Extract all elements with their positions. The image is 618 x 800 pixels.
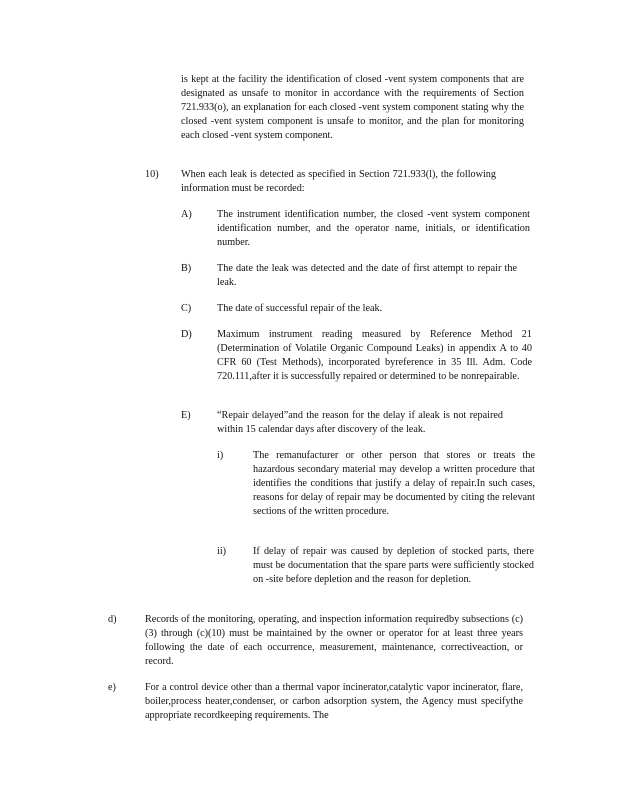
item-i-paragraph: The remanufacturer or other person that stores or treats the hazardous secondary material may develop a written procedure that identifies the conditions that justify a delay of repair.In such cases, reasons for delay of repair may be documented by citing the relevant sections of the written procedure. [253,450,535,517]
item-10-paragraph: When each leak is detected as specified in Section 721.933(l), the following information must be recorded: [181,169,496,194]
item-10-label: 10) [145,169,159,180]
item-d-subsection-label: d) [108,614,117,625]
item-e-subsection-label: e) [108,682,116,693]
item-ii-label: ii) [217,546,227,557]
item-b-paragraph: The date the leak was detected and the date of first attempt to repair the leak. [217,263,517,288]
item-ii-paragraph: If delay of repair was caused by depletion of stocked parts, there must be documentation that the spare parts were sufficiently stocked on -site before depletion and the reason for depletion. [253,546,534,585]
item-a-label: A) [181,209,192,220]
intro-paragraph: is kept at the facility the identification of closed -vent system components that are designated as unsafe to monitor in accordance with the requirements of Section 721.933(o), an explanation for each closed -vent system component stating why the closed -vent system component is unsafe to monitor, and the plan for monitoring each closed -vent system component. [181,74,524,141]
item-e-subsection-paragraph: For a control device other than a thermal vapor incinerator,catalytic vapor incinerator, flare, boiler,process heater,condenser, or carbon adsorption system, the Agency must specifythe appropriate recordkeeping requirements. The [145,682,523,721]
item-a-paragraph: The instrument identification number, the closed -vent system component identification number, and the operator name, initials, or identification number. [217,209,530,248]
item-c-paragraph: The date of successful repair of the leak. [217,303,383,314]
item-i-label: i) [217,450,224,461]
item-d-subsection-paragraph: Records of the monitoring, operating, and inspection information requiredby subsections (c)(3) through (c)(10) must be maintained by the owner or operator for at least three years following the date of each occurrence, measurement, maintenance, correctiveaction, or record. [145,614,523,667]
item-c-label: C) [181,303,192,314]
item-d-label: D) [181,329,192,340]
item-e-paragraph: “Repair delayed”and the reason for the delay if aleak is not repaired within 15 calendar days after discovery of the leak. [217,410,503,435]
item-d-paragraph: Maximum instrument reading measured by Reference Method 21 (Determination of Volatile Organic Compound Leaks) in appendix A to 40 CFR 60 (Test Methods), incorporated byreference in 35 Ill. Adm. Code 720.111,after it is successfully repaired or determined to be nonrepairable. [217,329,532,382]
item-b-label: B) [181,263,192,274]
item-e-label: E) [181,410,191,421]
